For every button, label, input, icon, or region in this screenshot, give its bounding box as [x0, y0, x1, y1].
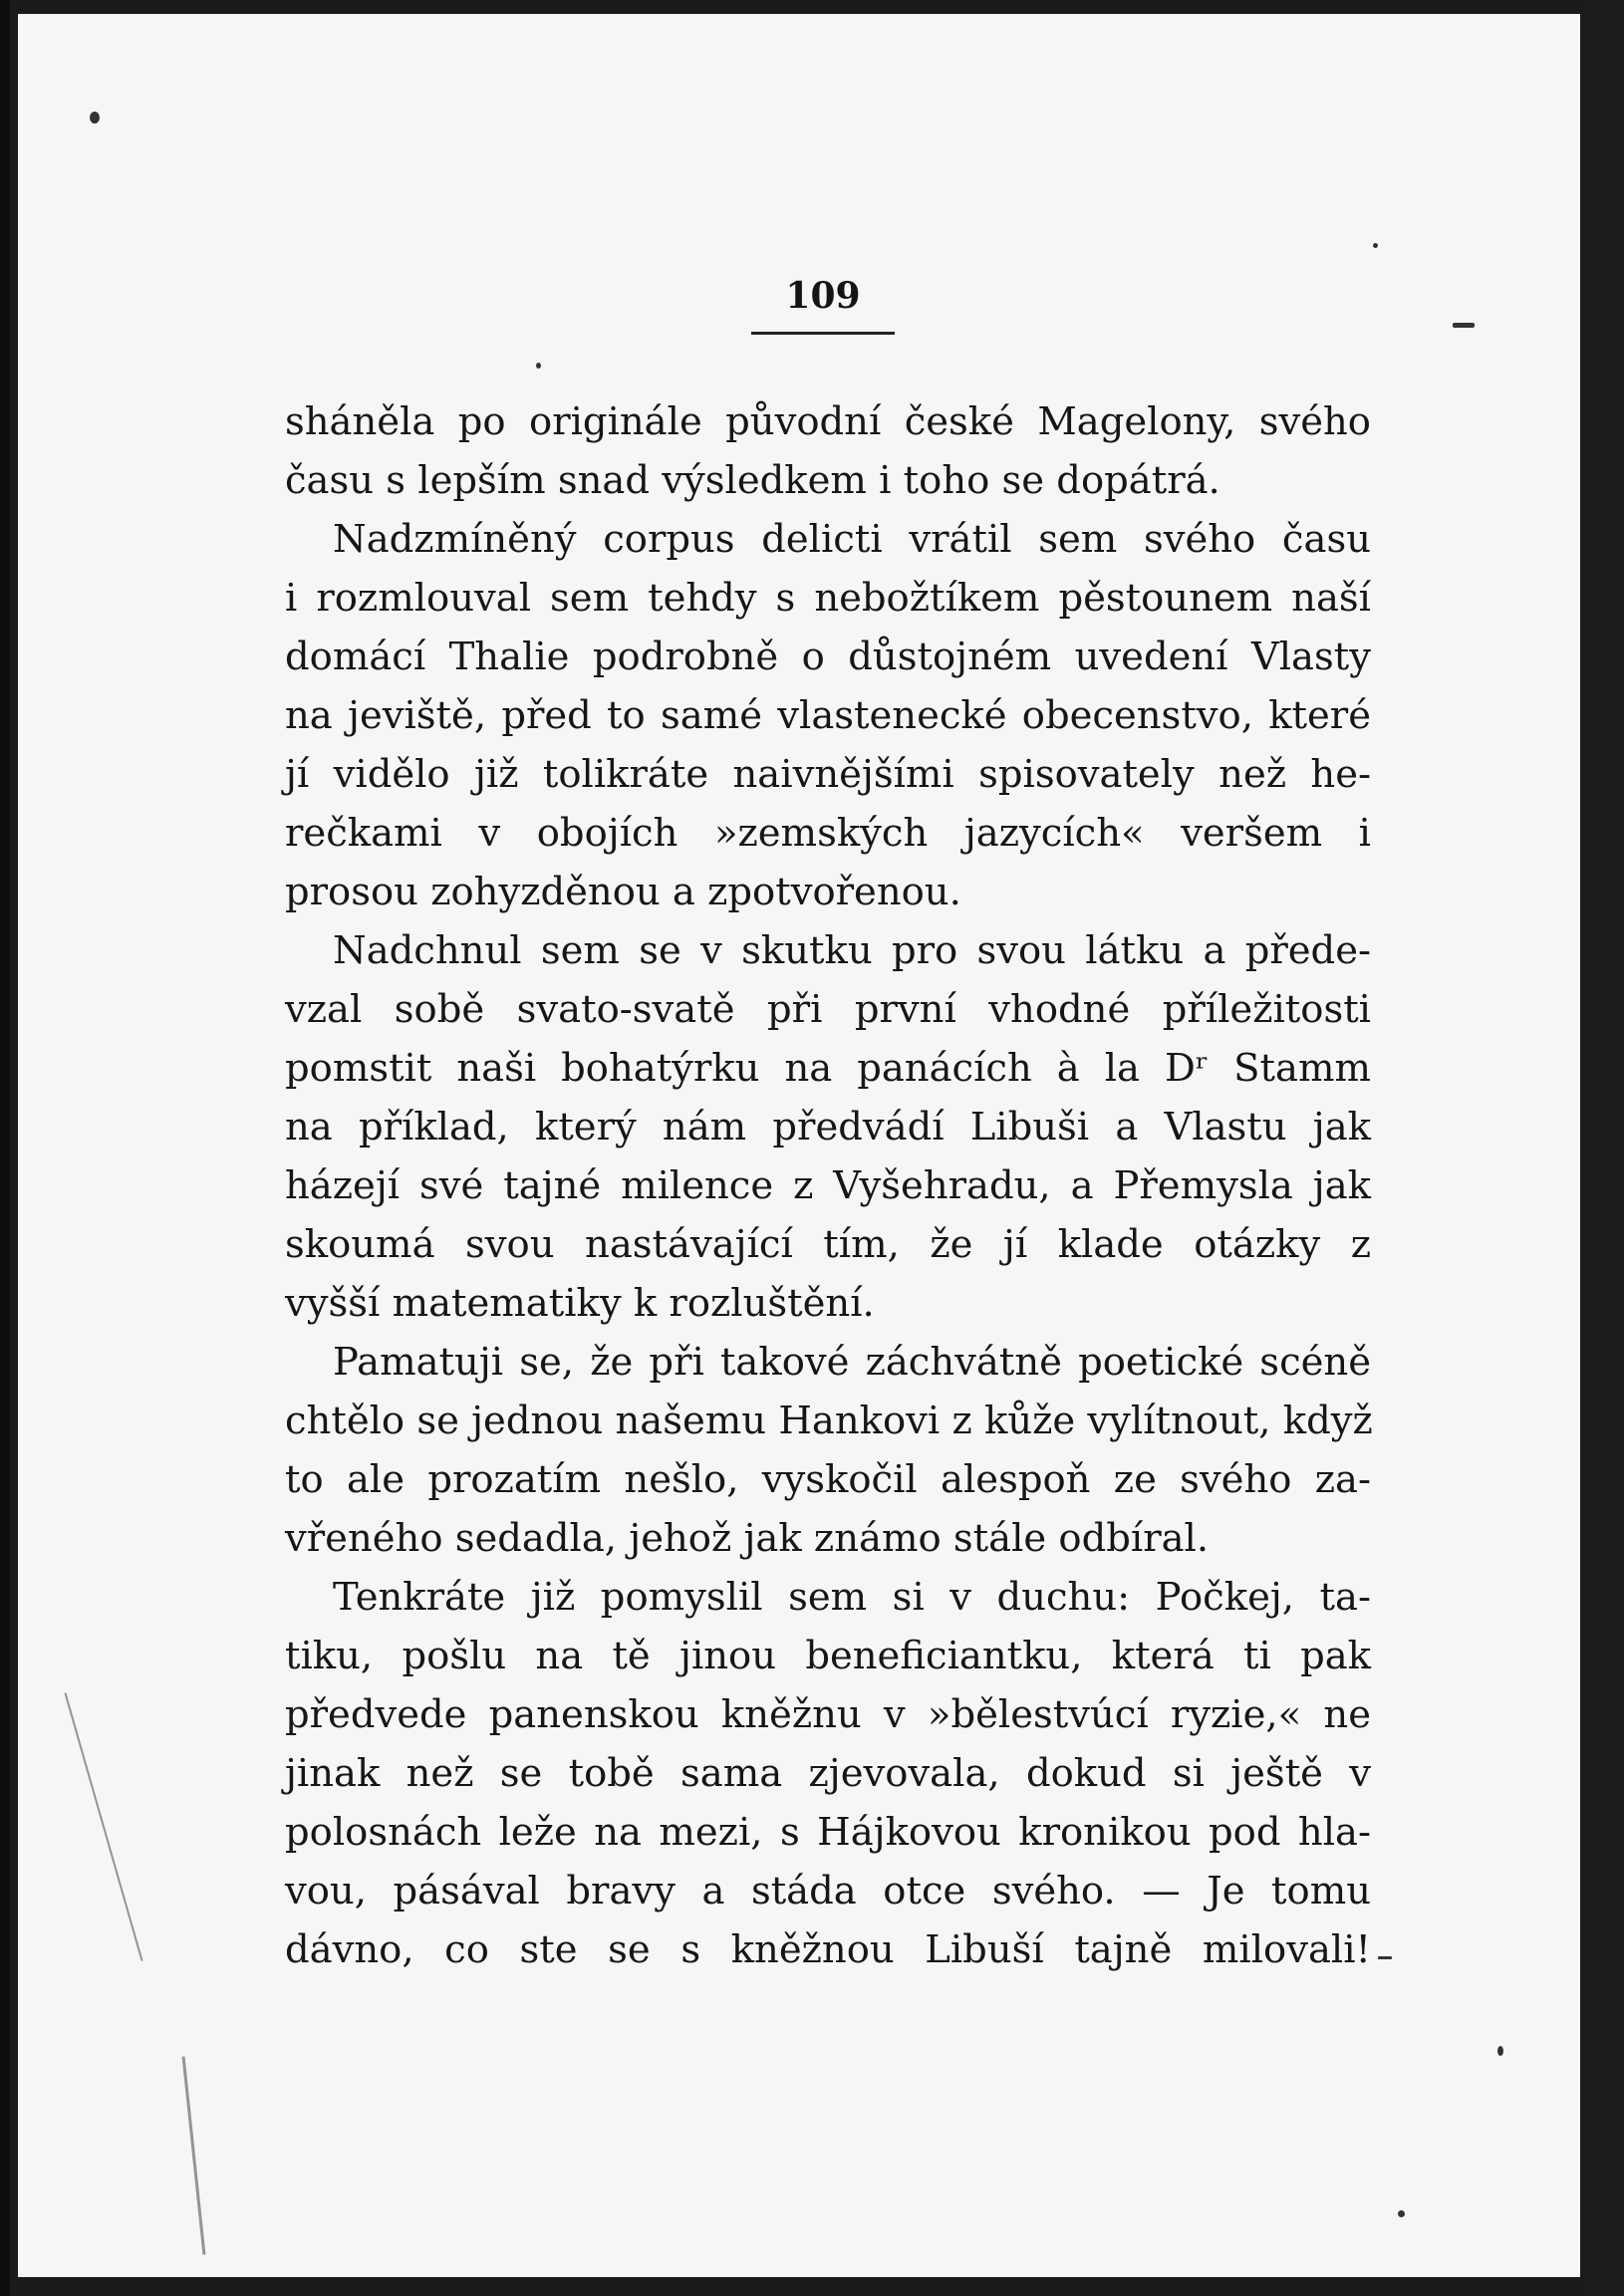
- text-line: na jeviště, před to samé vlastenecké obecenstvo, které: [285, 693, 1371, 738]
- text-line: i rozmlouval sem tehdy s nebožtíkem pěstounem naší: [285, 576, 1371, 621]
- text-line: Nadchnul sem se v skutku pro svou látku a přede-: [333, 928, 1371, 973]
- page-left-edge: [0, 0, 10, 2296]
- scan-speck: [1398, 2210, 1405, 2217]
- page-number-rule: [751, 332, 895, 335]
- text-line: to ale prozatím nešlo, vyskočil alespoň ze svého za-: [285, 1457, 1371, 1502]
- scan-speck: [1378, 1956, 1392, 1959]
- text-line: vzal sobě svato-svatě při první vhodné příležitosti: [285, 987, 1371, 1032]
- text-line: na příklad, který nám předvádí Libuši a Vlastu jak: [285, 1105, 1371, 1149]
- text-line: vřeného sedadla, jehož jak známo stále odbíral.: [285, 1516, 1210, 1561]
- text-line: Tenkráte již pomyslil sem si v duchu: Počkej, ta-: [333, 1575, 1371, 1620]
- text-line: jinak než se tobě sama zjevovala, dokud si ještě v: [285, 1751, 1371, 1796]
- scan-speck: [536, 363, 541, 369]
- page-body-text: [285, 392, 1371, 1979]
- book-page: [18, 14, 1580, 2277]
- scan-speck: [1373, 243, 1378, 248]
- text-line: polosnách leže na mezi, s Hájkovou kronikou pod hla-: [285, 1810, 1371, 1855]
- text-line: domácí Thalie podrobně o důstojném uvedení Vlasty: [285, 635, 1371, 679]
- text-line: prosou zohyzděnou a zpotvořenou.: [285, 870, 961, 914]
- text-line: vou, pásával bravy a stáda otce svého. — Je tomu: [285, 1869, 1371, 1913]
- text-line: rečkami v obojích »zemských jazycích« veršem i: [285, 811, 1371, 856]
- text-line: času s lepším snad výsledkem i toho se dopátrá.: [285, 458, 1220, 503]
- text-line: chtělo se jednou našemu Hankovi z kůže vylítnout, když: [285, 1399, 1373, 1443]
- page-right-edge: [1584, 0, 1624, 2296]
- text-line: Nadzmíněný corpus delicti vrátil sem svého času: [333, 517, 1371, 562]
- scan-streak: [64, 1692, 142, 1961]
- scan-speck: [90, 112, 100, 124]
- scan-speck: [1453, 323, 1475, 328]
- text-line: tiku, pošlu na tě jinou beneficiantku, která ti pak: [285, 1634, 1371, 1678]
- text-line: pomstit naši bohatýrku na panácích à la Dʳ Stamm: [285, 1046, 1371, 1091]
- text-line: předvede panenskou kněžnu v »bělestvúcí ryzie,« ne: [285, 1692, 1371, 1737]
- scan-streak: [182, 2056, 206, 2254]
- page-number: 109: [785, 275, 861, 317]
- text-line: skoumá svou nastávající tím, že jí klade otázky z: [285, 1222, 1371, 1267]
- text-line: házejí své tajné milence z Vyšehradu, a Přemysla jak: [285, 1163, 1371, 1208]
- text-line: Pamatuji se, že při takové záchvátně poetické scéně: [333, 1340, 1371, 1385]
- text-line: dávno, co ste se s kněžnou Libuší tajně milovali!: [285, 1927, 1371, 1972]
- text-line: jí vidělo již tolikráte naivnějšími spisovately než he-: [285, 752, 1371, 797]
- text-line: vyšší matematiky k rozluštění.: [285, 1281, 875, 1326]
- text-line: sháněla po originále původní české Magelony, svého: [285, 399, 1371, 444]
- scan-speck: [1497, 2046, 1503, 2056]
